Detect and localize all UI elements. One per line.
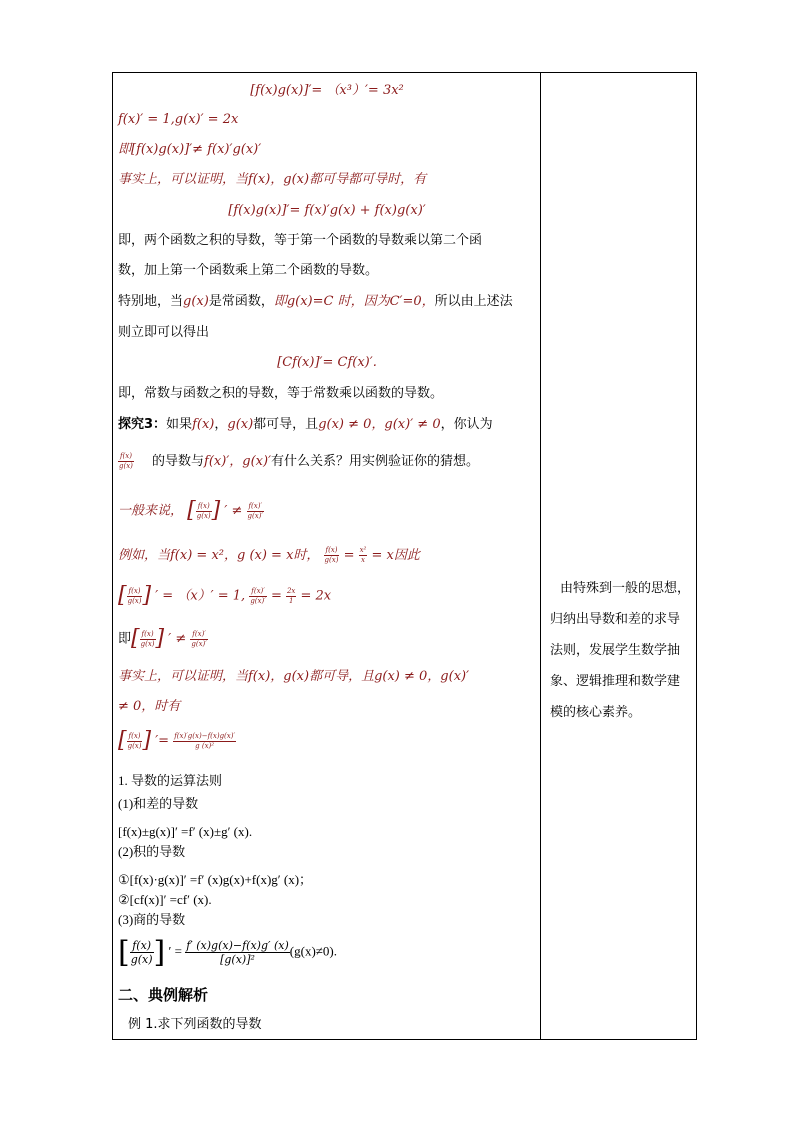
rule-sum: [f(x)±g(x)]′ =f′ (x)±g′ (x). [118, 824, 253, 839]
rule-quotient: [ $\frac{f(x)}{g(x)}$ ] ′ = $\frac{f' (x)g(x)-f(x)g' (x)}{\text{[g(x)]²}}$ (g(x)≠0). [118, 934, 337, 970]
formula-inequality: 即[f(x)g(x)]′≠ f(x)′g(x)′ [118, 142, 262, 157]
rule-constant: ②[cf(x)]′ =cf′ (x). [118, 892, 212, 907]
quotient-fraction: $\frac{f(x)}{g(x)}$ [119, 452, 133, 470]
formula-derivatives: f(x)′ = 1,g(x)′ = 2x [118, 112, 239, 127]
formula-product-rule: [f(x)g(x)]′= f(x)′g(x) + f(x)g(x)′ [228, 203, 426, 218]
rule-product-title: (2)积的导数 [118, 844, 186, 859]
quotient-rule-formula: [ $\frac{f(x)}{g(x)}$ ] ′= $\frac{f(x)'g(x)-f(x)g(x)'}{\text{g (x)²}}$ [118, 728, 236, 753]
lesson-table [112, 72, 697, 1040]
fact-statement: 事实上，可以证明，当f(x)，g(x)都可导都可导时，有 [118, 172, 427, 187]
explore-3: 探究3：如果f(x)，g(x)都可导，且g(x) ≠ 0，g(x)′ ≠ 0，你认为 [118, 417, 493, 432]
side-line-1: 由特殊到一般的思想， [560, 581, 691, 596]
rules-heading: 1. 导数的运算法则 [118, 773, 223, 788]
special-case-text-2: 则立即可以得出 [118, 325, 210, 340]
general-statement: 一般来说， [ $\frac{f(x)}{g(x)}$ ] ′ ≠ $\frac{f(x)'}{g(x)'}$ [118, 498, 263, 523]
column-divider [540, 73, 541, 1039]
side-line-5: 模的核心素养。 [550, 705, 642, 720]
side-line-3: 法则，发展学生数学抽 [550, 643, 681, 658]
side-column [550, 573, 698, 728]
section-heading: 二、典例解析 [118, 986, 209, 1004]
rule-quotient-title: (3)商的导数 [118, 912, 186, 927]
special-case-text: 特别地，当g(x)是常函数，即g(x)=C 时，因为C′=0，所以由上述法 [118, 294, 513, 309]
product-rule-text-2: 数，加上第一个函数乘上第二个函数的导数。 [118, 263, 379, 278]
product-rule-text-1: 即，两个函数之积的导数，等于第一个函数的导数乘以第二个函 [118, 233, 483, 248]
explore-3-line2: $\frac{f(x)}{g(x)}$ 的导数与f(x)′，g(x)′有什么关系？用实例验证你的猜想。 [119, 452, 480, 470]
formula-product-example: [f(x)g(x)]′= （x³）′= 3x² [250, 83, 404, 98]
rule-sum-title: (1)和差的导数 [118, 796, 199, 811]
side-line-2: 归纳出导数和差的求导 [550, 612, 681, 627]
formula-constant-rule: [Cf(x)]′= Cf(x)′. [277, 355, 377, 370]
quotient-fact-2: ≠ 0，时有 [118, 699, 181, 714]
constant-rule-text: 即，常数与函数之积的导数，等于常数乘以函数的导数。 [118, 386, 444, 401]
quotient-fact: 事实上，可以证明，当f(x)，g(x)都可导，且g(x) ≠ 0，g(x)′ [118, 669, 470, 684]
example-statement: 例如，当f(x) = x²，g (x) = x时， $\frac{f(x)}{g(x)}$ = $\frac{\text{x²}}{x}$ = x因此 [118, 546, 420, 564]
side-line-4: 象、逻辑推理和数学建 [550, 674, 681, 689]
example-computation: [ $\frac{f(x)}{g(x)}$ ] ′ = （x）′ = 1, $\frac{f(x)'}{g(x)'}$ = $\frac{2x}{1}$ = 2x [118, 583, 332, 608]
example-1: 例 1.求下列函数的导数 [128, 1017, 262, 1032]
rule-product: ①[f(x)·g(x)]′ =f′ (x)g(x)+f(x)g′ (x)； [118, 872, 313, 887]
example-inequality: 即[ $\frac{f(x)}{g(x)}$ ] ′ ≠ $\frac{f(x)'}{g(x)'}$ [118, 626, 207, 651]
